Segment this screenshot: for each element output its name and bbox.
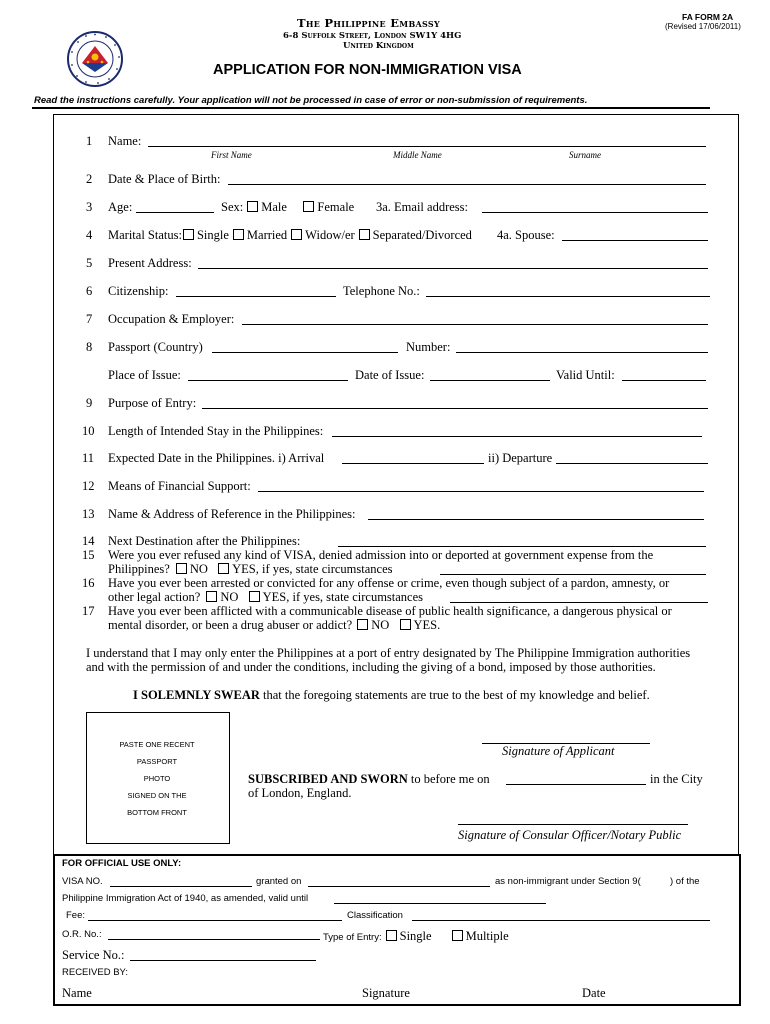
q-num: 3 xyxy=(86,200,93,214)
single-entry-label: Single xyxy=(399,929,432,943)
photo-text-5: BOTTOM FRONT xyxy=(127,808,187,817)
means-label: Means of Financial Support: xyxy=(108,479,251,493)
entry-type-label: Type of Entry: xyxy=(323,932,382,943)
valid-until-official-field[interactable] xyxy=(334,903,546,904)
means-field[interactable] xyxy=(258,491,704,492)
email-field[interactable] xyxy=(482,212,708,213)
purpose-field[interactable] xyxy=(202,408,708,409)
q16-answer xyxy=(108,590,423,605)
q15-answer xyxy=(108,562,393,577)
widow-label: Widow/er xyxy=(305,228,355,242)
telephone-field[interactable] xyxy=(426,296,710,297)
q15-yes-checkbox[interactable] xyxy=(218,563,229,574)
passport-number-label: Number: xyxy=(406,340,451,354)
subscribed-line xyxy=(248,772,490,787)
female-label: Female xyxy=(317,200,355,214)
reference-label: Name & Address of Reference in the Philippines: xyxy=(108,507,356,521)
single-entry-checkbox[interactable] xyxy=(386,930,397,941)
photo-text-3: PHOTO xyxy=(143,774,171,783)
occupation-label: Occupation & Employer: xyxy=(108,312,235,326)
expected-label: Expected Date in the Philippines. i) Arrival xyxy=(108,451,325,465)
subscribed-bold: SUBSCRIBED AND SWORN xyxy=(248,772,408,786)
address-field[interactable] xyxy=(198,268,708,269)
marital-row xyxy=(108,228,472,243)
q17-text: Have you ever been afflicted with a communicable disease of public health significance, a dangerous physical or xyxy=(108,604,672,618)
citizenship-field[interactable] xyxy=(176,296,336,297)
passport-label: Passport (Country) xyxy=(108,340,203,354)
married-label: Married xyxy=(246,228,288,242)
arrival-field[interactable] xyxy=(342,463,484,464)
departure-field[interactable] xyxy=(556,463,708,464)
form-id: FA FORM 2A xyxy=(682,12,734,22)
q-num: 6 xyxy=(86,284,93,298)
embassy-seal xyxy=(66,30,124,88)
granted-on-field[interactable] xyxy=(308,886,490,887)
fee-label: Fee: xyxy=(66,910,86,921)
q-num: 12 xyxy=(82,479,95,493)
purpose-label: Purpose of Entry: xyxy=(108,396,197,410)
q16-text-2: other legal action? xyxy=(108,590,201,604)
next-dest-field[interactable] xyxy=(338,546,706,547)
multiple-entry-label: Multiple xyxy=(465,929,509,943)
next-dest-label: Next Destination after the Philippines: xyxy=(108,534,301,548)
passport-country-field[interactable] xyxy=(212,352,398,353)
entry-type xyxy=(323,927,509,945)
form-title: APPLICATION FOR NON-IMMIGRATION VISA xyxy=(213,62,522,78)
length-label: Length of Intended Stay in the Philippines: xyxy=(108,424,324,438)
photo-text-2: PASSPORT xyxy=(136,757,178,766)
valid-until-field[interactable] xyxy=(622,380,706,381)
middle-name-caption: Middle Name xyxy=(393,150,442,160)
sex-label-text: Sex: xyxy=(221,200,244,214)
london-label: of London, England. xyxy=(248,786,352,800)
q16-yes-checkbox[interactable] xyxy=(249,591,260,602)
visa-no-label: VISA NO. xyxy=(62,876,103,887)
name-label: Name: xyxy=(108,134,142,148)
q-num: 16 xyxy=(82,576,95,590)
classification-label: Classification xyxy=(347,910,403,921)
married-checkbox[interactable] xyxy=(233,229,244,240)
q-num: 9 xyxy=(86,396,93,410)
official-heading: FOR OFFICIAL USE ONLY: xyxy=(62,858,182,869)
or-no-label: O.R. No.: xyxy=(62,929,102,940)
age-field[interactable] xyxy=(136,212,214,213)
marital-label: Marital Status: xyxy=(108,228,182,242)
q15-no-label: NO xyxy=(189,562,208,576)
header-rule xyxy=(32,107,710,109)
q15-no-checkbox[interactable] xyxy=(176,563,187,574)
embassy-country: United Kingdom xyxy=(343,41,414,51)
embassy-street: 6-8 Suffolk Street, London SW1Y 4HG xyxy=(283,31,462,41)
form-revised: (Revised 17/06/2011) xyxy=(665,22,741,31)
q17-text-2: mental disorder, or been a drug abuser or addict? xyxy=(108,618,353,632)
photo-instructions xyxy=(86,736,228,821)
q-num: 4 xyxy=(86,228,93,242)
q16-no-checkbox[interactable] xyxy=(206,591,217,602)
q15-text-2: Philippines? xyxy=(108,562,170,576)
classification-field[interactable] xyxy=(412,920,710,921)
multiple-entry-checkbox[interactable] xyxy=(452,930,463,941)
male-label: Male xyxy=(261,200,287,214)
instructions: Read the instructions carefully. Your application will not be processed in case of error or non-submission of requirements. xyxy=(34,95,588,106)
q17-no-label: NO xyxy=(371,618,390,632)
q-num: 15 xyxy=(82,548,95,562)
act-label: Philippine Immigration Act of 1940, as amended, valid until xyxy=(62,893,309,904)
name-field[interactable] xyxy=(148,146,706,147)
male-checkbox[interactable] xyxy=(247,201,258,212)
valid-until-label: Valid Until: xyxy=(556,368,615,382)
applicant-signature-caption: Signature of Applicant xyxy=(502,744,615,758)
separated-label: Separated/Divorced xyxy=(372,228,472,242)
q-num: 14 xyxy=(82,534,95,548)
consular-signature-caption: Signature of Consular Officer/Notary Public xyxy=(458,828,682,842)
single-label: Single xyxy=(196,228,229,242)
q16-no-label: NO xyxy=(220,590,239,604)
dob-field[interactable] xyxy=(228,184,706,185)
non-immigrant-label: as non-immigrant under Section 9( xyxy=(495,876,641,887)
q-num: 1 xyxy=(86,134,93,148)
swear-rest: that the foregoing statements are true to the best of my knowledge and belief. xyxy=(259,688,650,702)
q-num: 7 xyxy=(86,312,93,326)
first-name-caption: First Name xyxy=(211,150,252,160)
q15-text: Were you ever refused any kind of VISA, denied admission into or deported at government expense from the xyxy=(108,548,654,562)
reference-field[interactable] xyxy=(368,519,704,520)
spouse-label: 4a. Spouse: xyxy=(497,228,555,242)
telephone-label: Telephone No.: xyxy=(343,284,420,298)
q-num: 5 xyxy=(86,256,93,270)
female-checkbox[interactable] xyxy=(303,201,314,212)
photo-text-4: SIGNED ON THE xyxy=(127,791,187,800)
q-num: 2 xyxy=(86,172,93,186)
q-num: 8 xyxy=(86,340,93,354)
or-no-field[interactable] xyxy=(108,939,320,940)
q15-circumstances-field[interactable] xyxy=(440,574,706,575)
q-num: 11 xyxy=(82,451,95,465)
of-the-label: ) of the xyxy=(670,876,700,887)
widow-checkbox[interactable] xyxy=(291,229,302,240)
age-label: Age: xyxy=(108,200,133,214)
single-checkbox[interactable] xyxy=(183,229,194,240)
q-num: 10 xyxy=(82,424,95,438)
q17-yes-checkbox[interactable] xyxy=(400,619,411,630)
q-num: 17 xyxy=(82,604,95,618)
service-no-label: Service No.: xyxy=(62,948,125,962)
received-by-label: RECEIVED BY: xyxy=(62,967,128,978)
q17-yes-label: YES. xyxy=(413,618,441,632)
service-no-field[interactable] xyxy=(130,960,316,961)
date-issue-label: Date of Issue: xyxy=(355,368,425,382)
granted-on-label: granted on xyxy=(256,876,302,887)
place-issue-label: Place of Issue: xyxy=(108,368,181,382)
dob-label: Date & Place of Birth: xyxy=(108,172,221,186)
q17-answer xyxy=(108,618,440,633)
place-issue-field[interactable] xyxy=(188,380,348,381)
city-label: in the City xyxy=(650,772,703,786)
received-name-label: Name xyxy=(62,986,92,1000)
spouse-field[interactable] xyxy=(562,240,708,241)
received-signature-label: Signature xyxy=(362,986,410,1000)
surname-caption: Surname xyxy=(569,150,601,160)
passport-number-field[interactable] xyxy=(456,352,708,353)
sex-label xyxy=(221,200,354,215)
q16-circumstances-field[interactable] xyxy=(450,602,708,603)
q17-no-checkbox[interactable] xyxy=(357,619,368,630)
visa-no-field[interactable] xyxy=(110,886,252,887)
departure-label: ii) Departure xyxy=(488,451,553,465)
subscribed-rest: to before me on xyxy=(407,772,490,786)
photo-text-1: PASTE ONE RECENT xyxy=(119,740,195,749)
q-num: 13 xyxy=(82,507,95,521)
sworn-date-field[interactable] xyxy=(506,784,646,785)
date-issue-field[interactable] xyxy=(430,380,550,381)
q15-yes-label: YES, if yes, state circumstances xyxy=(232,562,393,576)
length-field[interactable] xyxy=(332,436,702,437)
q16-yes-label: YES, if yes, state circumstances xyxy=(262,590,424,604)
consular-signature-line[interactable] xyxy=(458,824,688,825)
fee-field[interactable] xyxy=(88,920,342,921)
declaration-line-1: I understand that I may only enter the Philippines at a port of entry designated by The Philippine Immigration authorities xyxy=(86,646,691,660)
address-label: Present Address: xyxy=(108,256,192,270)
embassy-name: The Philippine Embassy xyxy=(297,16,440,30)
q16-text: Have you ever been arrested or convicted for any offense or crime, even though subject of a pardon, amnesty, or xyxy=(108,576,670,590)
citizenship-label: Citizenship: xyxy=(108,284,169,298)
solemnly-swear xyxy=(133,688,650,703)
separated-checkbox[interactable] xyxy=(359,229,370,240)
occupation-field[interactable] xyxy=(242,324,708,325)
declaration-line-2: and with the permission of and under the conditions, including the giving of a bond, imposed by those authorities. xyxy=(86,660,656,674)
email-label: 3a. Email address: xyxy=(376,200,468,214)
swear-bold: I SOLEMNLY SWEAR xyxy=(133,688,260,702)
received-date-label: Date xyxy=(582,986,606,1000)
